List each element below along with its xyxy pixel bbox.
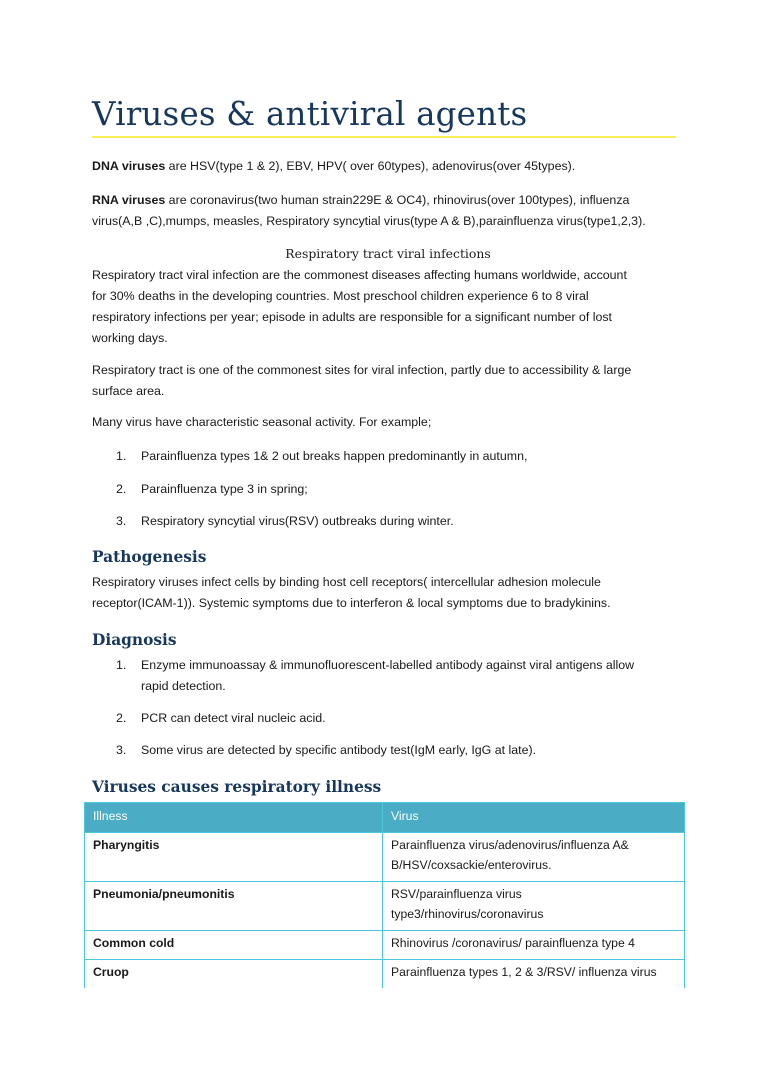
- para1-line: working days.: [92, 331, 168, 345]
- dna-viruses-paragraph: [92, 156, 684, 177]
- virus-cell: Parainfluenza virus/adenovirus/influenza A& B/HSV/coxsackie/enterovirus.: [383, 833, 685, 882]
- table-row: [85, 882, 685, 931]
- pathogenesis-paragraph: [92, 572, 684, 614]
- illness-virus-table: [84, 802, 685, 988]
- dna-text: are HSV(type 1 & 2), EBV, HPV( over 60types), adenovirus(over 45types).: [165, 159, 576, 173]
- seasonal-paragraph: Many virus have characteristic seasonal activity. For example;: [92, 415, 432, 429]
- table-row: [85, 960, 685, 989]
- column-header-virus: Virus: [383, 803, 685, 833]
- list-number: 2.: [116, 482, 127, 496]
- page-title: Viruses & antiviral agents: [92, 95, 528, 133]
- list-item: [116, 511, 676, 532]
- title-underline: [92, 136, 676, 138]
- list-number: 1.: [116, 449, 127, 463]
- table-row: [85, 833, 685, 882]
- pathogenesis-line: receptor(ICAM-1)). Systemic symptoms due to interferon & local symptoms due to bradykinins.: [92, 596, 611, 610]
- illness-cell: Common cold: [85, 931, 383, 960]
- para1-line: respiratory infections per year; episode in adults are responsible for a significant number of lost: [92, 310, 612, 324]
- list-number: 1.: [116, 658, 127, 672]
- illness-cell: Pneumonia/pneumonitis: [85, 882, 383, 931]
- rna-label: RNA viruses: [92, 193, 166, 207]
- pathogenesis-heading: Pathogenesis: [92, 548, 207, 566]
- table-row: [85, 931, 685, 960]
- list-text: Parainfluenza type 3 in spring;: [141, 482, 308, 496]
- list-item: [116, 740, 676, 761]
- list-text: Respiratory syncytial virus(RSV) outbreaks during winter.: [141, 514, 454, 528]
- para2-line: surface area.: [92, 384, 165, 398]
- respiratory-paragraph: [92, 265, 684, 349]
- list-number: 3.: [116, 743, 127, 757]
- column-header-illness: Illness: [85, 803, 383, 833]
- list-item: [116, 708, 676, 729]
- para1-line: Respiratory tract viral infection are the commonest diseases affecting humans worldwide, account: [92, 268, 627, 282]
- para2-line: Respiratory tract is one of the commonest sites for viral infection, partly due to accessibility & large: [92, 363, 632, 377]
- table-header-row: [85, 803, 685, 833]
- section-subheading: Respiratory tract viral infections: [285, 246, 491, 261]
- table-heading: Viruses causes respiratory illness: [92, 778, 382, 796]
- list-number: 2.: [116, 711, 127, 725]
- illness-cell: Cruop: [85, 960, 383, 989]
- list-text: PCR can detect viral nucleic acid.: [141, 711, 326, 725]
- list-text: Parainfluenza types 1& 2 out breaks happen predominantly in autumn,: [141, 449, 528, 463]
- illness-cell: Pharyngitis: [85, 833, 383, 882]
- pathogenesis-line: Respiratory viruses infect cells by binding host cell receptors( intercellular adhesion molecule: [92, 575, 601, 589]
- rna-text-line1: are coronavirus(two human strain229E & OC4), rhinovirus(over 100types), influenza: [165, 193, 630, 207]
- para1-line: for 30% deaths in the developing countries. Most preschool children experience 6 to 8 viral: [92, 289, 589, 303]
- list-item: [116, 446, 676, 467]
- list-text: Some virus are detected by specific antibody test(IgM early, IgG at late).: [141, 743, 537, 757]
- diagnosis-heading: Diagnosis: [92, 631, 177, 649]
- virus-cell: RSV/parainfluenza virus type3/rhinovirus/coronavirus: [383, 882, 685, 931]
- list-item: [116, 479, 676, 500]
- virus-cell: Rhinovirus /coronavirus/ parainfluenza type 4: [383, 931, 685, 960]
- virus-cell: Parainfluenza types 1, 2 & 3/RSV/ influenza virus: [383, 960, 685, 989]
- list-number: 3.: [116, 514, 127, 528]
- dna-label: DNA viruses: [92, 159, 166, 173]
- list-text: Enzyme immunoassay & immunofluorescent-labelled antibody against viral antigens allow rapid detection.: [141, 658, 635, 693]
- rna-text-line2: virus(A,B ,C),mumps, measles, Respiratory syncytial virus(type A & B),parainfluenza virus(type1,2,3).: [92, 214, 646, 228]
- sites-paragraph: [92, 360, 684, 402]
- rna-viruses-paragraph: [92, 190, 684, 232]
- list-item: [116, 655, 676, 697]
